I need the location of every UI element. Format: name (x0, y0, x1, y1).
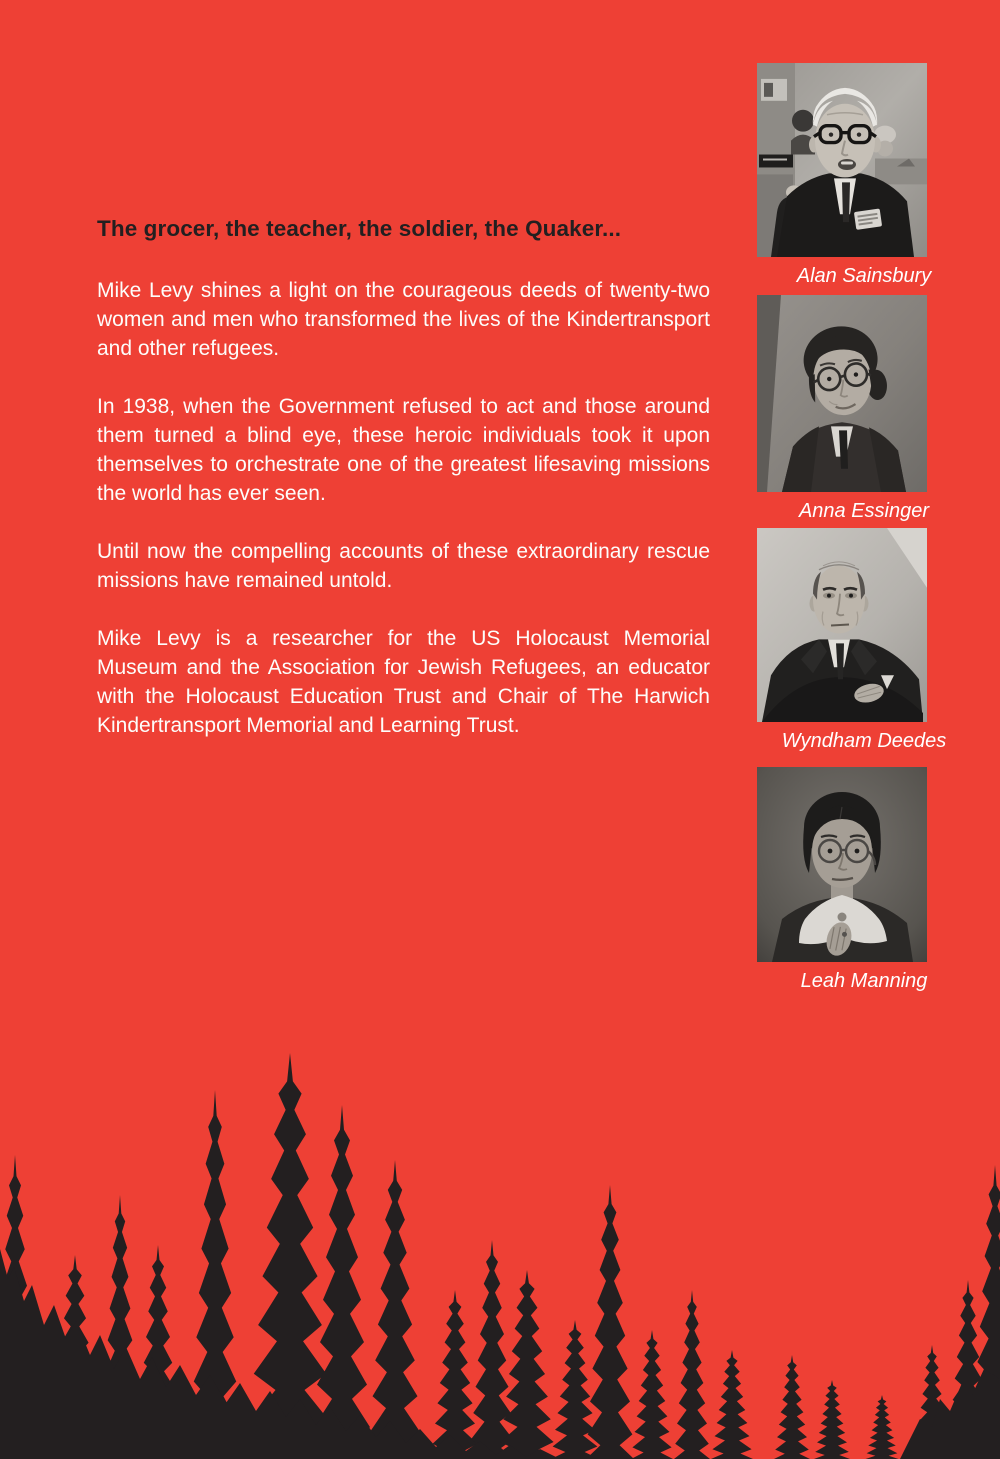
body-paragraph: Mike Levy shines a light on the courageous deeds of twenty-two women and men who transformed the lives of the Kindertransport and other refugees. (97, 279, 710, 360)
leah-manning-photo (757, 767, 927, 962)
portrait-caption: Leah Manning (800, 970, 928, 992)
portrait-figure-wyndham-deedes (757, 528, 947, 752)
body-paragraph: Mike Levy is a researcher for the US Holocaust Memorial Museum and the Association for Jewish Refugees, an educator with the Holocaust Education Trust and Chair of The Harwich Kindertransport Memorial and Learning Trust. (97, 627, 710, 737)
portrait-illustration (757, 63, 927, 257)
alan-sainsbury-photo (757, 63, 927, 257)
pine-forest-silhouette (0, 1039, 1000, 1459)
headline: The grocer, the teacher, the soldier, the Quaker... (97, 216, 622, 241)
portrait-figure-alan-sainsbury (757, 63, 932, 287)
portrait-caption: Alan Sainsbury (796, 265, 932, 287)
anna-essinger-photo (757, 295, 927, 492)
wyndham-deedes-photo (757, 528, 927, 722)
portrait-caption: Wyndham Deedes (781, 730, 947, 752)
portrait-figure-anna-essinger (757, 295, 930, 522)
portrait-figure-leah-manning (757, 767, 927, 992)
body-paragraph: Until now the compelling accounts of these extraordinary rescue missions have remained untold. (97, 540, 710, 592)
blurb-text-column (97, 216, 710, 769)
portrait-caption: Anna Essinger (798, 500, 930, 522)
portrait-illustration (757, 528, 927, 722)
body-paragraph: In 1938, when the Government refused to act and those around them turned a blind eye, these heroic individuals took it upon themselves to orchestrate one of the greatest lifesaving missions the world has ever seen. (97, 395, 710, 505)
portrait-illustration (757, 767, 927, 962)
portrait-illustration (757, 295, 927, 492)
